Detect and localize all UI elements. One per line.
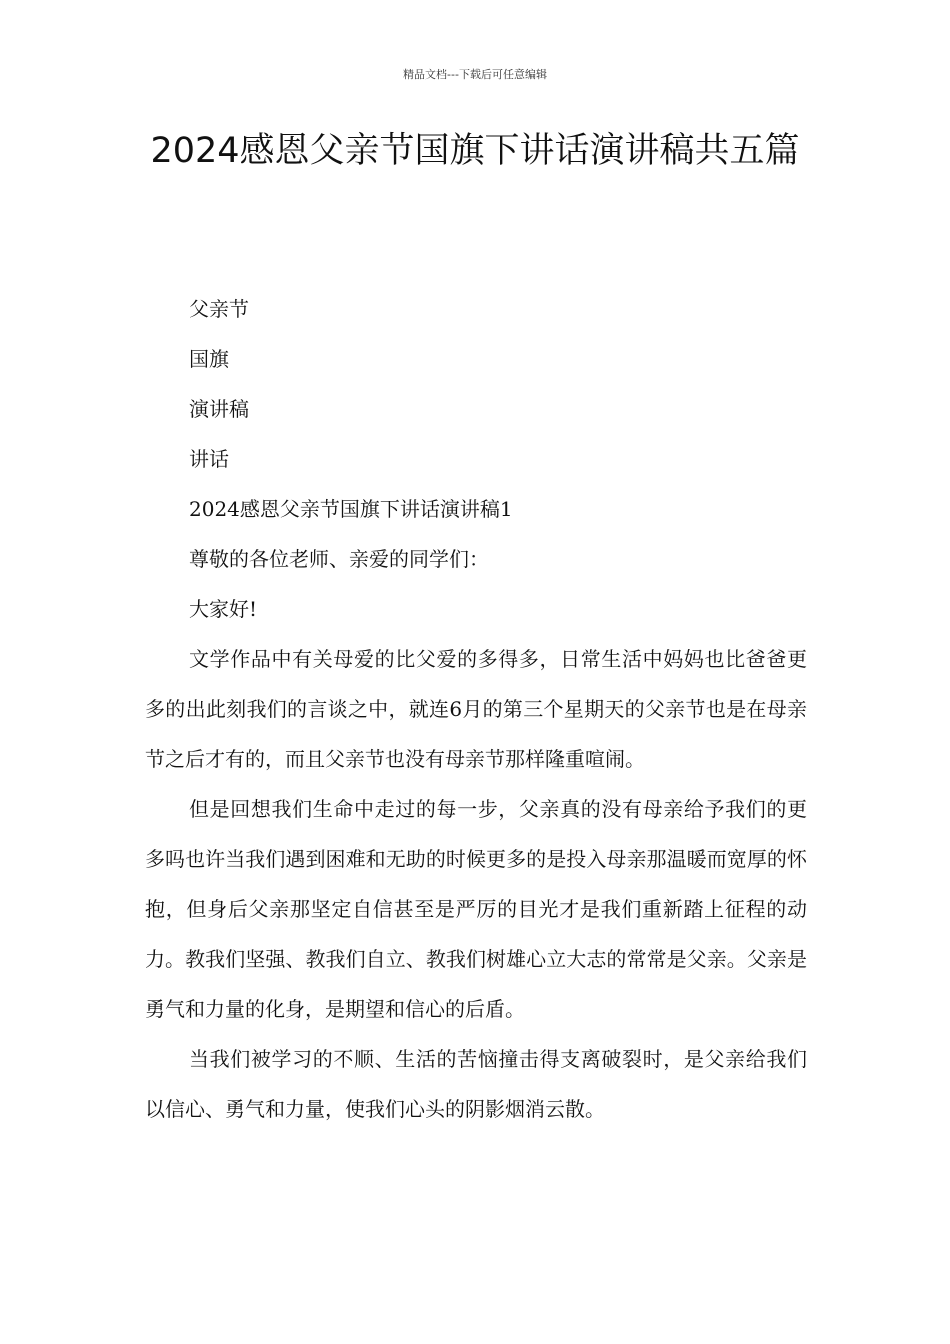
body-paragraph: 但是回想我们生命中走过的每一步，父亲真的没有母亲给予我们的更多吗也许当我们遇到困难和无助的时候更多的是投入母亲那温暖而宽厚的怀抱，但身后父亲那坚定自信甚至是严厉的目光才是我们重新踏上征程的动力。教我们坚强、教我们自立、教我们树雄心立大志的常常是父亲。父亲是勇气和力量的化身，是期望和信心的后盾。 [145,797,807,1021]
document-title: 2024感恩父亲节国旗下讲话演讲稿共五篇 [150,131,800,171]
section-subtitle: 2024感恩父亲节国旗下讲话演讲稿1 [189,497,513,521]
keyword-father-day: 父亲节 [189,297,249,321]
greeting: 大家好! [189,597,258,621]
salutation: 尊敬的各位老师、亲爱的同学们： [189,547,489,571]
keyword-speech-draft: 演讲稿 [189,397,249,421]
document-body [145,284,807,1134]
body-paragraph: 当我们被学习的不顺、生活的苦恼撞击得支离破裂时，是父亲给我们以信心、勇气和力量，使我们心头的阴影烟消云散。 [145,1047,807,1121]
body-paragraph: 文学作品中有关母爱的比父爱的多得多，日常生活中妈妈也比爸爸更多的出此刻我们的言谈之中，就连6月的第三个星期天的父亲节也是在母亲节之后才有的，而且父亲节也没有母亲节那样隆重喧闹。 [145,647,807,771]
page-header: 精品文档---下载后可任意编辑 [403,68,547,81]
keyword-speech: 讲话 [189,447,229,471]
keyword-flag: 国旗 [189,347,229,371]
